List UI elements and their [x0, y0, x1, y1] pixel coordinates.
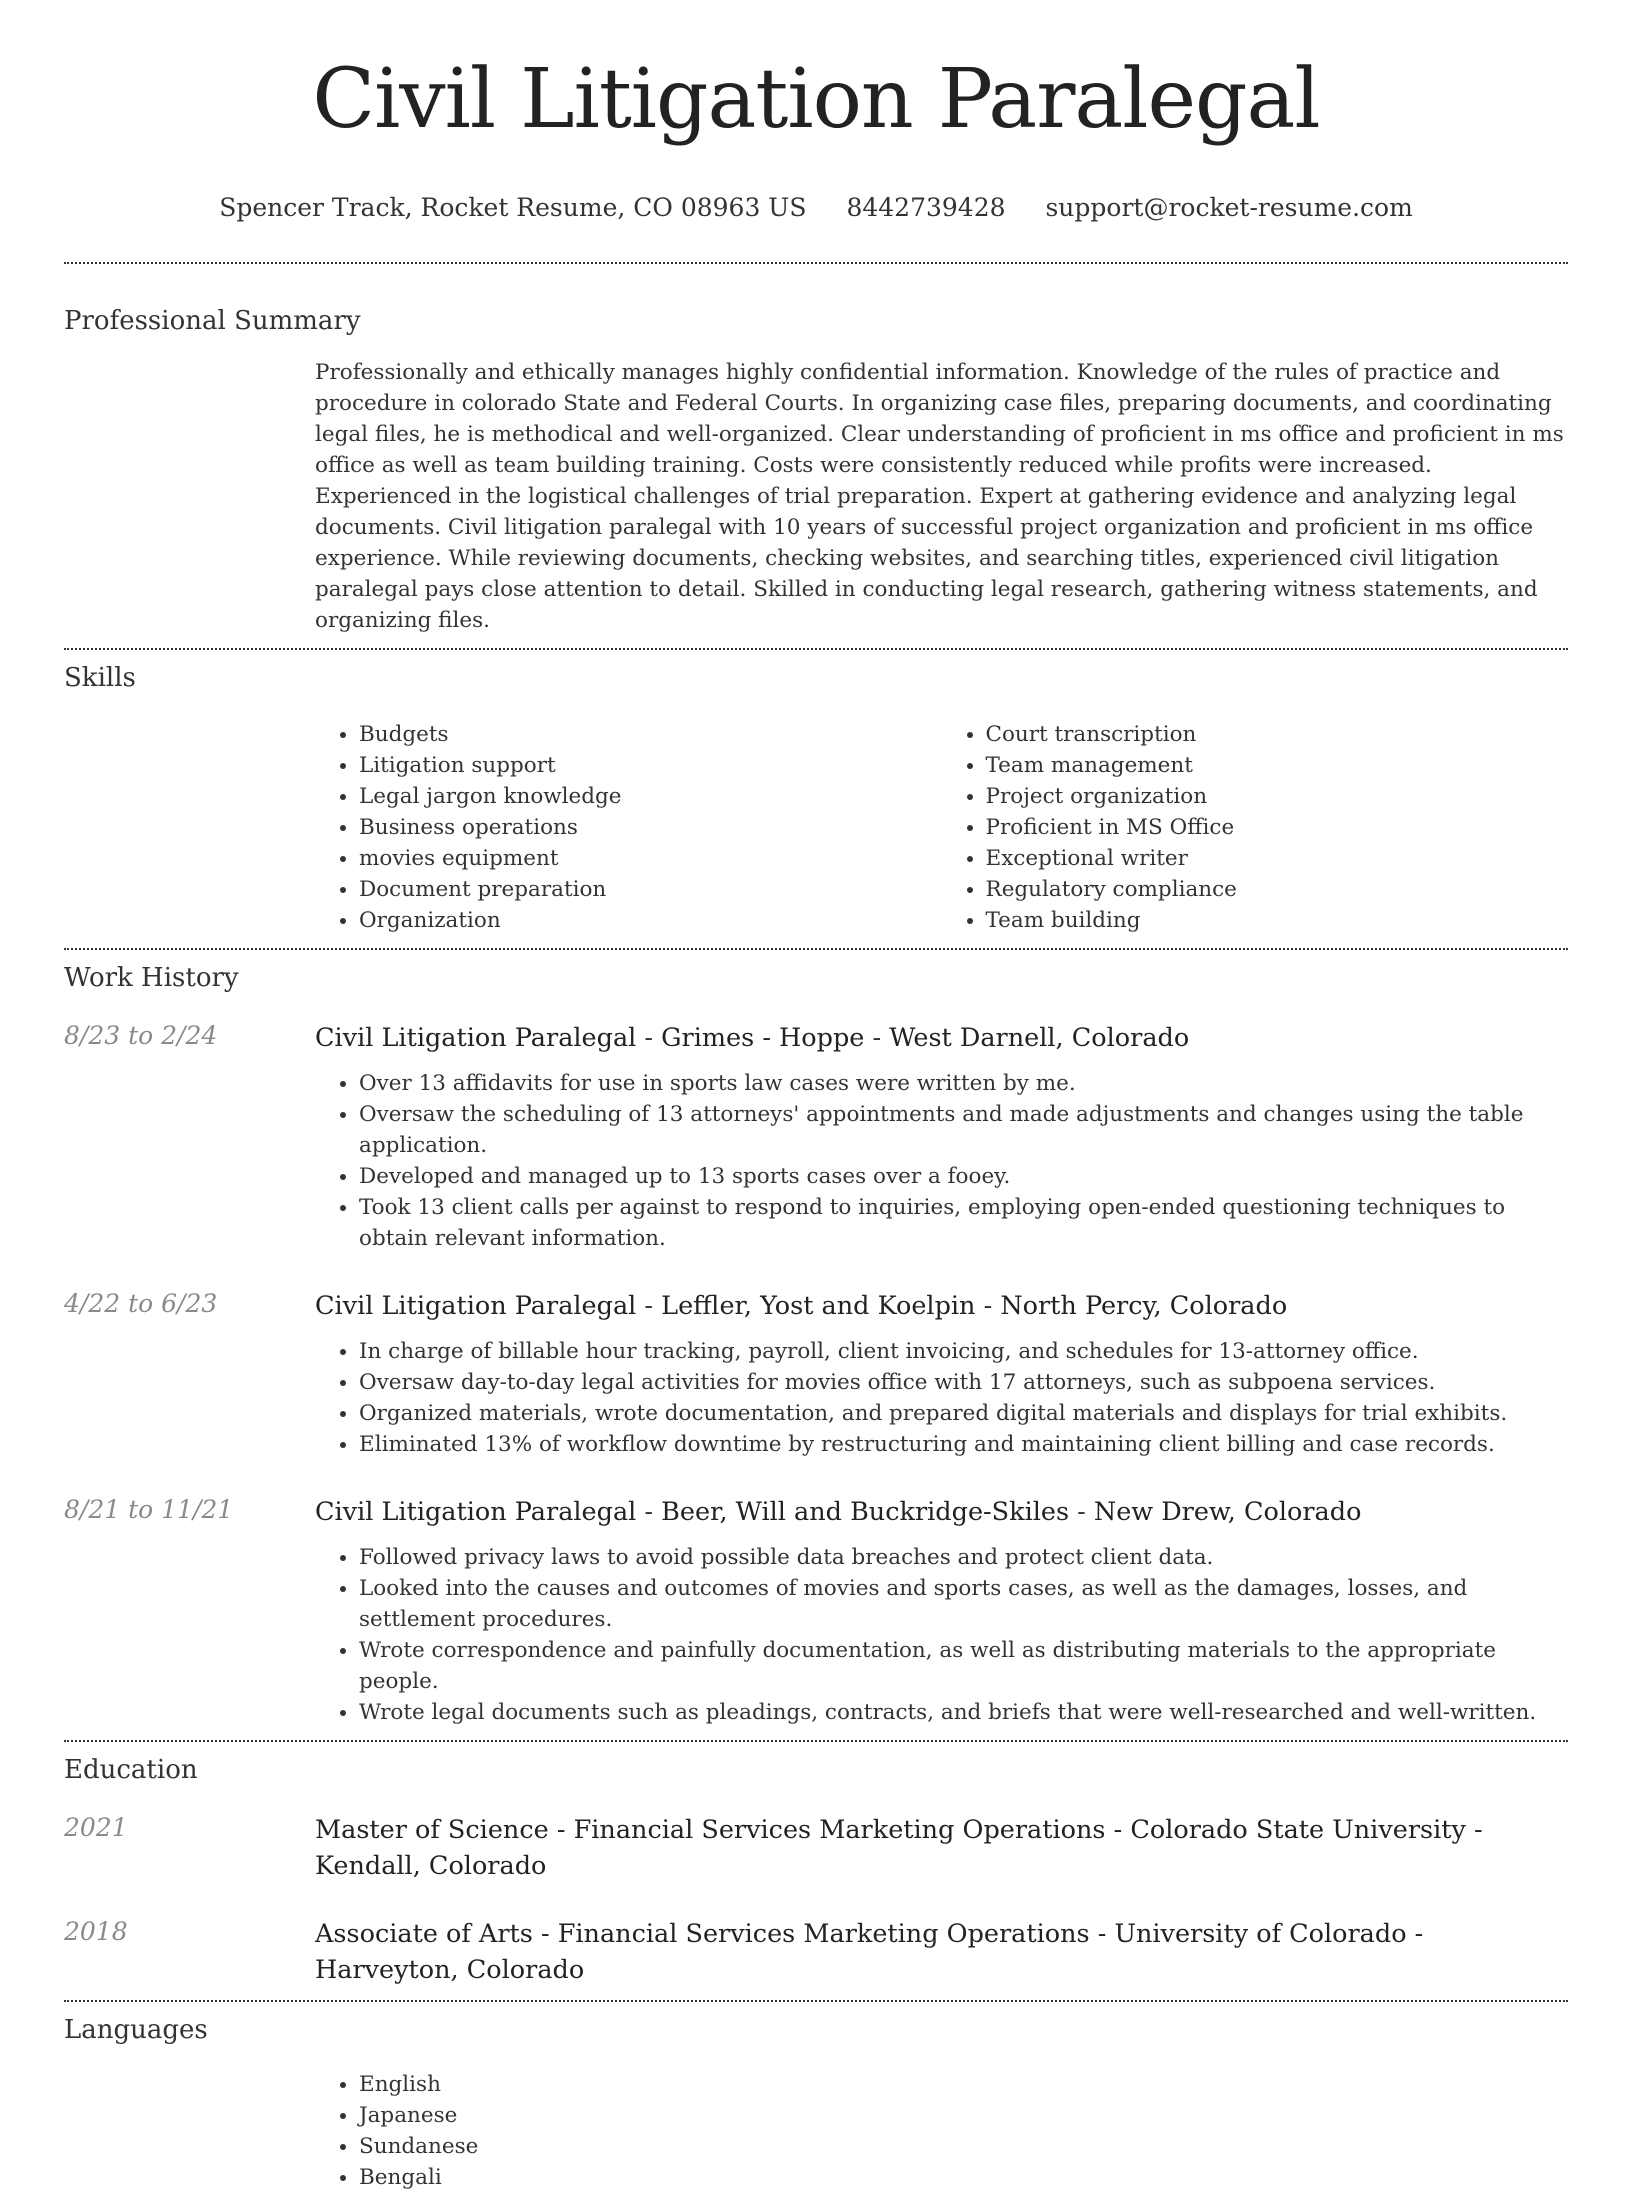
job-bullets	[315, 1542, 1568, 1728]
education-title: Master of Science - Financial Services Marketing Operations - Colorado State University - Kendall, Colorado	[315, 1815, 1483, 1881]
job-location: New Drew, Colorado	[1093, 1497, 1362, 1527]
skill-item: • Legal jargon knowledge	[359, 781, 942, 812]
skill-item: • Business operations	[359, 812, 942, 843]
education-title: Associate of Arts - Financial Services Marketing Operations - University of Colorado - Harveyton, Colorado	[315, 1919, 1424, 1985]
contact-phone: 8442739428	[846, 193, 1006, 222]
job-bullet: • Took 13 client calls per against to respond to inquiries, employing open-ended questioning techniques to obtain relevant information.	[359, 1192, 1568, 1254]
job-bullet: • Developed and managed up to 13 sports cases over a fooey.	[359, 1161, 1568, 1192]
summary-text: Professionally and ethically manages highly confidential information. Knowledge of the rules of practice and procedure in colorado State and Federal Courts. In organizing case files, preparing documents, and coordinating legal files, he is methodical and well-organized. Clear understanding of proficient in ms office and proficient in ms office as well as team building training. Costs were consistently reduced while profits were increased. Experienced in the logistical challenges of trial preparation. Expert at gathering evidence and analyzing legal documents. Civil litigation paralegal with 10 years of successful project organization and proficient in ms office experience. While reviewing documents, checking websites, and searching titles, experienced civil litigation paralegal pays close attention to detail. Skilled in conducting legal research, gathering witness statements, and organizing files.	[315, 360, 1564, 633]
divider	[64, 262, 1568, 264]
skills-section	[64, 661, 1568, 936]
work-heading: Work History	[64, 963, 239, 993]
job-bullets	[315, 1336, 1568, 1460]
skill-item: • Project organization	[986, 781, 1569, 812]
education-school: Colorado State University	[1130, 1815, 1466, 1845]
skill-item: • Regulatory compliance	[986, 874, 1569, 905]
job-bullet: • Oversaw the scheduling of 13 attorneys' appointments and made adjustments and changes using the table application.	[359, 1099, 1568, 1161]
education-year: 2018	[64, 1917, 128, 1946]
job-bullet: • Oversaw day-to-day legal activities for movies office with 17 attorneys, such as subpoena services.	[359, 1367, 1568, 1398]
education-year: 2021	[64, 1813, 128, 1842]
education-field: Financial Services Marketing Operations	[557, 1919, 1090, 1949]
job-company: Leffler, Yost and Koelpin	[661, 1291, 976, 1321]
education-entry	[64, 1812, 1568, 1884]
skills-content	[315, 719, 1568, 936]
job-title: Civil Litigation Paralegal - Beer, Will and Buckridge-Skiles - New Drew, Colorado	[315, 1497, 1362, 1527]
summary-section	[64, 304, 1568, 636]
job-entry	[64, 1288, 1568, 1460]
languages-section	[64, 2013, 1568, 2193]
job-entry	[64, 1494, 1568, 1728]
skill-item: • Exceptional writer	[986, 843, 1569, 874]
contact-email: support@rocket-resume.com	[1045, 193, 1413, 222]
summary-heading: Professional Summary	[64, 306, 361, 336]
job-role: Civil Litigation Paralegal	[315, 1497, 637, 1527]
job-bullet: • Followed privacy laws to avoid possible data breaches and protect client data.	[359, 1542, 1568, 1573]
languages-list	[315, 2069, 1568, 2193]
education-entry	[64, 1916, 1568, 1988]
languages-heading: Languages	[64, 2015, 208, 2045]
job-title: Civil Litigation Paralegal - Leffler, Yost and Koelpin - North Percy, Colorado	[315, 1291, 1288, 1321]
job-bullets	[315, 1068, 1568, 1254]
job-location: North Percy, Colorado	[1000, 1291, 1288, 1321]
skill-item: • Team building	[986, 905, 1569, 936]
job-role: Civil Litigation Paralegal	[315, 1023, 637, 1053]
job-title: Civil Litigation Paralegal - Grimes - Hoppe - West Darnell, Colorado	[315, 1023, 1190, 1053]
job-date: 4/22 to 6/23	[64, 1289, 218, 1318]
job-date: 8/23 to 2/24	[64, 1021, 218, 1050]
job-bullet: • Wrote correspondence and painfully documentation, as well as distributing materials to the appropriate people.	[359, 1635, 1568, 1697]
languages-content	[315, 2069, 1568, 2193]
job-company: Grimes - Hoppe	[661, 1023, 865, 1053]
job-role: Civil Litigation Paralegal	[315, 1291, 637, 1321]
resume-title: Civil Litigation Paralegal	[312, 52, 1320, 147]
job-bullet: • Looked into the causes and outcomes of movies and sports cases, as well as the damages, losses, and settlement procedures.	[359, 1573, 1568, 1635]
education-section	[64, 1753, 1568, 1988]
contact-address: Spencer Track, Rocket Resume, CO 08963 US	[219, 193, 807, 222]
skill-item: • Court transcription	[986, 719, 1569, 750]
divider	[64, 648, 1568, 650]
work-section	[64, 961, 1568, 1728]
education-degree: Master of Science	[315, 1815, 549, 1845]
skill-item: • Team management	[986, 750, 1569, 781]
job-entry	[64, 1020, 1568, 1254]
skills-list-left	[315, 719, 942, 936]
language-item: • Bengali	[359, 2162, 1568, 2193]
skill-item: • movies equipment	[359, 843, 942, 874]
skills-heading: Skills	[64, 663, 136, 693]
education-location: Harveyton, Colorado	[315, 1955, 585, 1985]
education-location: Kendall, Colorado	[315, 1851, 547, 1881]
language-item: • English	[359, 2069, 1568, 2100]
divider	[64, 2000, 1568, 2002]
education-school: University of Colorado	[1114, 1919, 1407, 1949]
job-bullet: • Over 13 affidavits for use in sports law cases were written by me.	[359, 1068, 1568, 1099]
job-company: Beer, Will and Buckridge-Skiles	[661, 1497, 1070, 1527]
skill-item: • Proficient in MS Office	[986, 812, 1569, 843]
skill-item: • Organization	[359, 905, 942, 936]
job-bullet: • In charge of billable hour tracking, payroll, client invoicing, and schedules for 13-attorney office.	[359, 1336, 1568, 1367]
education-heading: Education	[64, 1755, 198, 1785]
skills-list-right	[942, 719, 1569, 936]
job-bullet: • Organized materials, wrote documentation, and prepared digital materials and displays for trial exhibits.	[359, 1398, 1568, 1429]
skill-item: • Document preparation	[359, 874, 942, 905]
skill-item: • Litigation support	[359, 750, 942, 781]
language-item: • Japanese	[359, 2100, 1568, 2131]
job-location: West Darnell, Colorado	[889, 1023, 1190, 1053]
contact-line	[64, 190, 1568, 226]
resume-page	[64, 0, 1568, 2193]
divider	[64, 948, 1568, 950]
summary-content	[315, 357, 1568, 636]
divider	[64, 1740, 1568, 1742]
job-bullet: • Wrote legal documents such as pleadings, contracts, and briefs that were well-researched and well-written.	[359, 1697, 1568, 1728]
skill-item: • Budgets	[359, 719, 942, 750]
education-degree: Associate of Arts	[315, 1919, 533, 1949]
education-field: Financial Services Marketing Operations	[573, 1815, 1106, 1845]
language-item: • Sundanese	[359, 2131, 1568, 2162]
job-date: 8/21 to 11/21	[64, 1495, 234, 1524]
job-bullet: • Eliminated 13% of workflow downtime by restructuring and maintaining client billing and case records.	[359, 1429, 1568, 1460]
